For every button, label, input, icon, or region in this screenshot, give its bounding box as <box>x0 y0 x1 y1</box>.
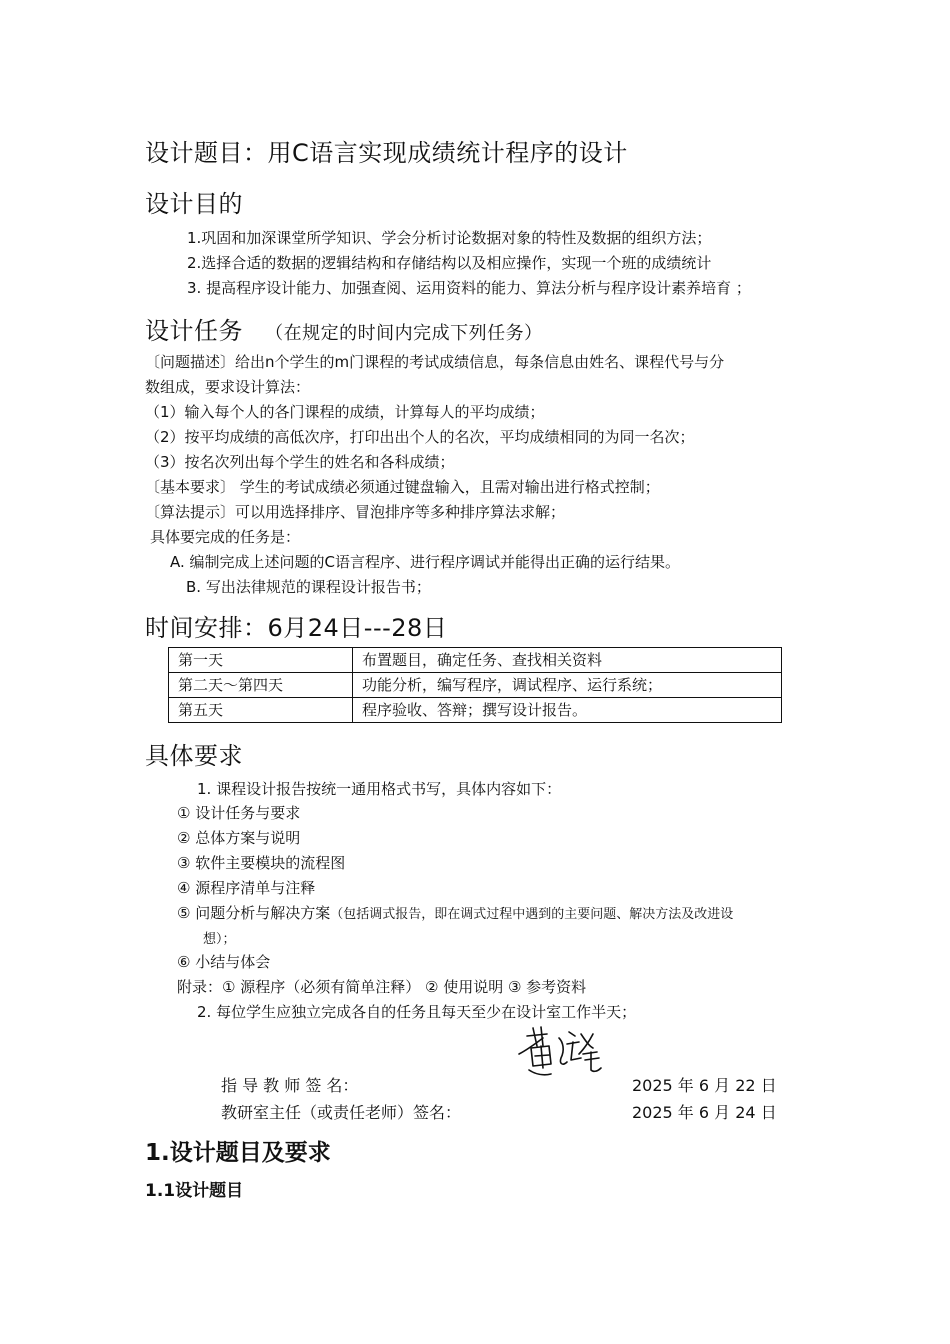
task-line-7: 〔算法提示〕可以用选择排序、冒泡排序等多种排序算法求解； <box>145 503 566 521</box>
schedule-task: 程序验收、答辩；撰写设计报告。 <box>353 698 782 723</box>
req-item-2: ② 总体方案与说明 <box>177 829 301 847</box>
table-row <box>169 648 782 673</box>
teacher-sign-date: 2025 年 6 月 22 日 <box>632 1076 777 1095</box>
heading-requirements: 具体要求 <box>145 742 243 770</box>
task-line-8: 具体要完成的任务是： <box>150 528 301 546</box>
heading-task <box>145 311 543 346</box>
director-sign-date: 2025 年 6 月 24 日 <box>632 1103 777 1122</box>
req-intro: 1. 课程设计报告按统一通用格式书写，具体内容如下： <box>197 780 562 798</box>
req-item-3: ③ 软件主要模块的流程图 <box>177 854 346 872</box>
heading-schedule: 时间安排：6月24日---28日 <box>145 614 448 642</box>
teacher-sign-label: 指 导 教 师 签 名： <box>221 1076 359 1095</box>
req-item-5-text: ⑤ 问题分析与解决方案 <box>177 904 331 922</box>
purpose-item-2: 2.选择合适的数据的逻辑结构和存储结构以及相应操作，实现一个班的成绩统计 <box>187 254 712 272</box>
req-item-5-note: （包括调式报告，即在调式过程中遇到的主要问题、解决方法及改进设 <box>330 907 734 922</box>
table-row <box>169 673 782 698</box>
table-row <box>169 698 782 723</box>
schedule-task: 布置题目，确定任务、查找相关资料 <box>353 648 782 673</box>
task-line-3: （1）输入每个人的各门课程的成绩，计算每人的平均成绩； <box>145 403 545 421</box>
req-item-1: ① 设计任务与要求 <box>177 804 301 822</box>
task-line-4: （2）按平均成绩的高低次序，打印出出个人的名次，平均成绩相同的为同一名次； <box>145 428 695 446</box>
heading-purpose: 设计目的 <box>145 190 243 218</box>
task-line-2: 数组成，要求设计算法： <box>145 378 311 396</box>
task-line-6: 〔基本要求〕 学生的考试成绩必须通过键盘输入，且需对输出进行格式控制； <box>145 478 660 496</box>
task-line-1: 〔问题描述〕给出n个学生的m门课程的考试成绩信息，每条信息由姓名、课程代号与分 <box>145 353 725 371</box>
req-item-5-note-cont: 想）； <box>203 932 236 947</box>
appendix-line: 附录：① 源程序（必须有简单注释） ② 使用说明 ③ 参考资料 <box>177 978 587 996</box>
req-item-6: ⑥ 小结与体会 <box>177 953 271 971</box>
task-line-10: B. 写出法律规范的课程设计报告书； <box>186 578 431 596</box>
req-2: 2. 每位学生应独立完成各自的任务且每天至少在设计室工作半天； <box>197 1003 637 1021</box>
schedule-day: 第二天～第四天 <box>169 673 353 698</box>
director-sign-label: 教研室主任（或责任老师）签名： <box>221 1103 462 1122</box>
section-1-title: 1.设计题目及要求 <box>145 1140 331 1166</box>
section-1-1-title: 1.1设计题目 <box>145 1181 244 1201</box>
heading-task-main: 设计任务 <box>145 317 243 345</box>
task-line-5: （3）按名次列出每个学生的姓名和各科成绩； <box>145 453 455 471</box>
task-line-9: A. 编制完成上述问题的C语言程序、进行程序调试并能得出正确的运行结果。 <box>170 553 681 571</box>
heading-topic: 设计题目：用C语言实现成绩统计程序的设计 <box>145 139 628 167</box>
schedule-day: 第一天 <box>169 648 353 673</box>
heading-task-sub: （在规定的时间内完成下列任务） <box>265 323 543 344</box>
req-item-5 <box>177 902 733 923</box>
schedule-task: 功能分析，编写程序，调试程序、运行系统； <box>353 673 782 698</box>
schedule-day: 第五天 <box>169 698 353 723</box>
handwritten-signature <box>513 1024 603 1082</box>
req-item-4: ④ 源程序清单与注释 <box>177 879 316 897</box>
purpose-item-3: 3. 提高程序设计能力、加强查阅、运用资料的能力、算法分析与程序设计素养培育 ； <box>187 279 751 297</box>
schedule-table <box>168 647 782 723</box>
purpose-item-1: 1.巩固和加深课堂所学知识、学会分析讨论数据对象的特性及数据的组织方法； <box>187 229 712 247</box>
